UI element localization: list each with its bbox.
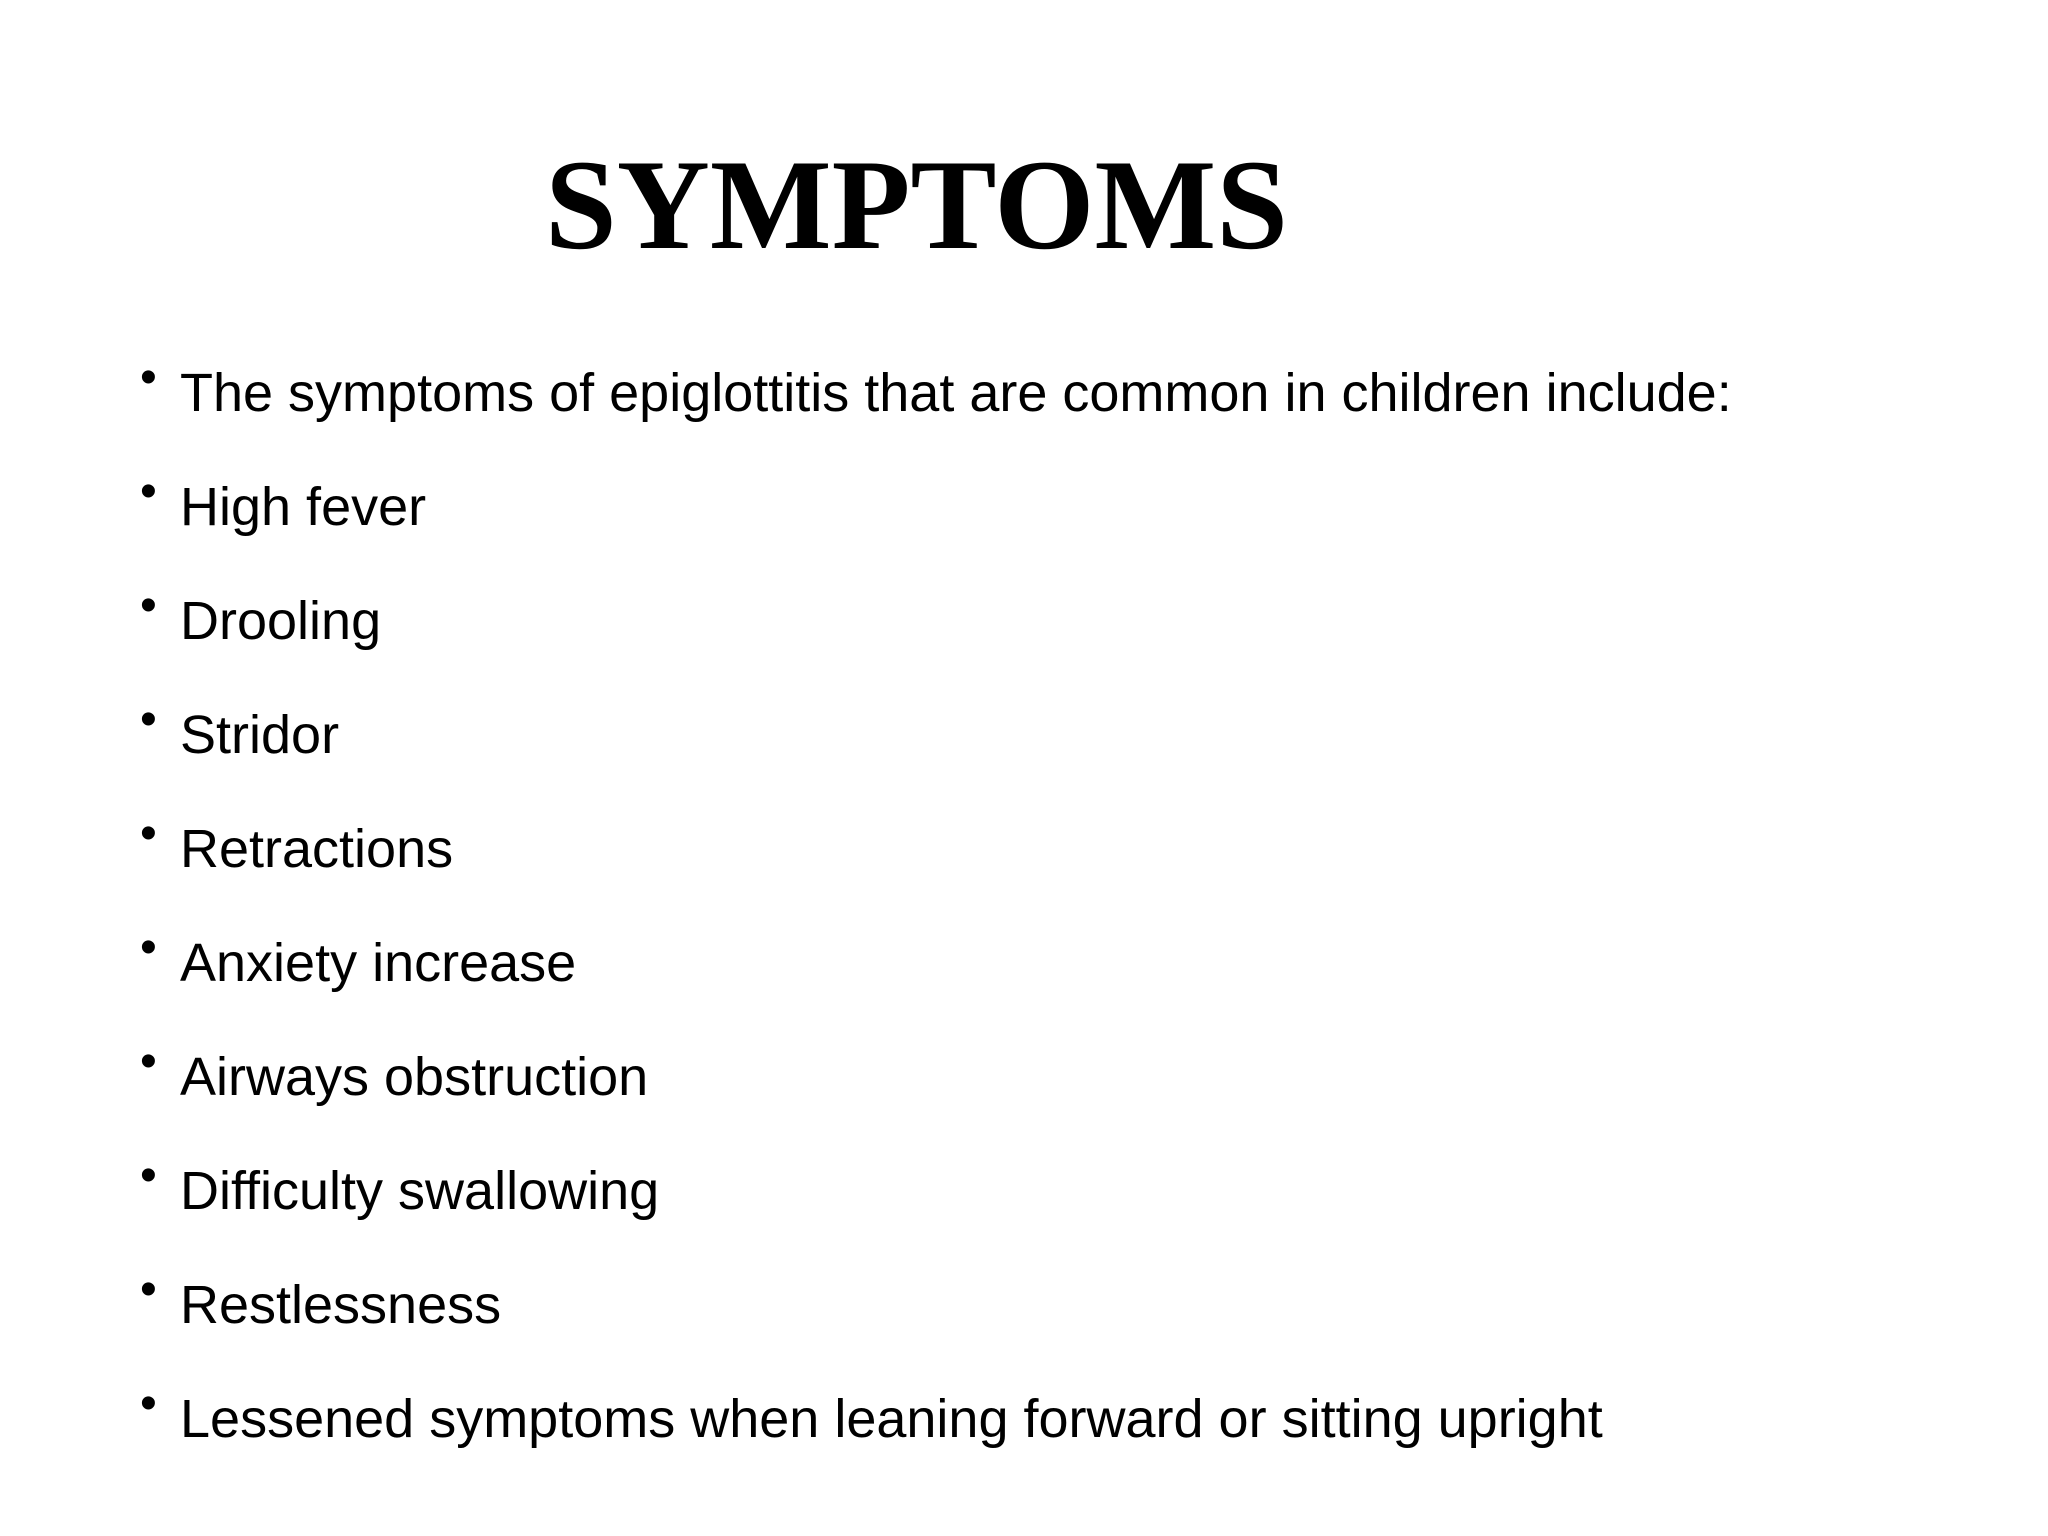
- list-item: [140, 579, 1732, 702]
- bullet-icon: •: [140, 465, 157, 518]
- list-item: [140, 1263, 1732, 1386]
- list-item: [140, 465, 1732, 588]
- list-item: [140, 1377, 1732, 1500]
- list-item: [140, 921, 1732, 1044]
- bullet-text: Difficulty swallowing: [180, 1161, 660, 1221]
- bullet-icon: •: [140, 1035, 157, 1088]
- bullet-text: Stridor: [180, 705, 340, 765]
- bullet-text: High fever: [180, 477, 427, 537]
- bullet-text: Airways obstruction: [180, 1047, 649, 1107]
- bullet-icon: •: [140, 579, 157, 632]
- bullet-icon: •: [140, 1377, 157, 1430]
- bullet-icon: •: [140, 1263, 157, 1316]
- bullet-text: The symptoms of epiglottitis that are common in children include:: [180, 363, 1732, 423]
- bullet-text: Retractions: [180, 819, 454, 879]
- list-item: [140, 1035, 1732, 1158]
- bullet-list: [140, 351, 1732, 1500]
- bullet-text: Drooling: [180, 591, 382, 651]
- bullet-icon: •: [140, 807, 157, 860]
- list-item: [140, 807, 1732, 930]
- bullet-icon: •: [140, 1149, 157, 1202]
- bullet-icon: •: [140, 693, 157, 746]
- list-item: [140, 693, 1732, 816]
- bullet-text: Anxiety increase: [180, 933, 577, 993]
- bullet-text: Lessened symptoms when leaning forward or sitting upright: [180, 1389, 1603, 1449]
- list-item: [140, 1149, 1732, 1272]
- slide-title: SYMPTOMS: [545, 133, 1289, 276]
- bullet-text: Restlessness: [180, 1275, 502, 1335]
- bullet-icon: •: [140, 351, 157, 404]
- bullet-icon: •: [140, 921, 157, 974]
- list-item: [140, 351, 1732, 474]
